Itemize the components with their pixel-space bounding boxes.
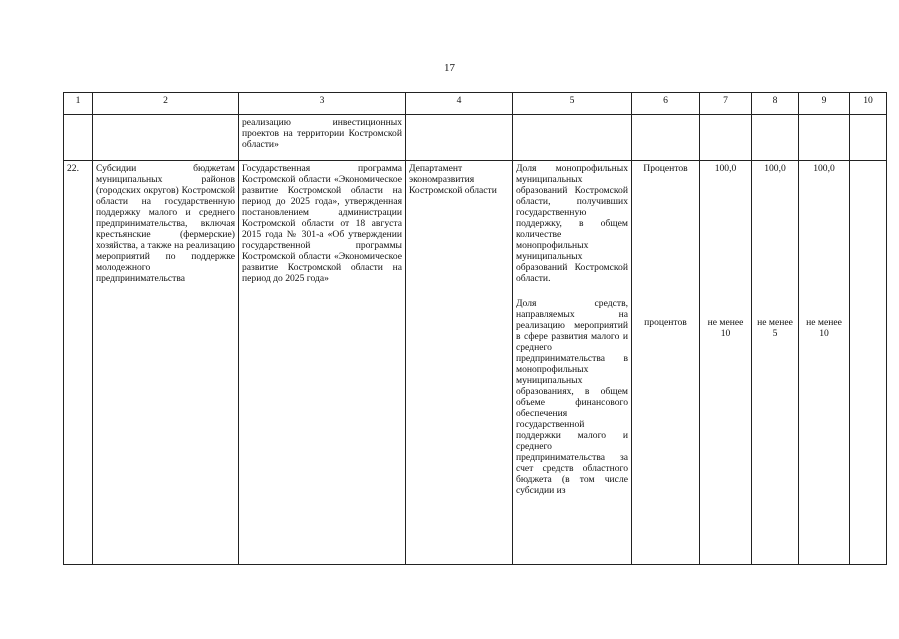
header-col-4: 4 (406, 93, 513, 115)
row-number: 22. (64, 161, 93, 565)
header-col-3: 3 (239, 93, 406, 115)
header-col-9: 9 (799, 93, 850, 115)
unit-2: процентов (644, 317, 687, 328)
header-col-10: 10 (850, 93, 887, 115)
header-col-1: 1 (64, 93, 93, 115)
header-col-2: 2 (93, 93, 239, 115)
indicators-cell (513, 161, 632, 565)
value-7-2: не менее 10 (707, 317, 744, 339)
header-col-7: 7 (700, 93, 752, 115)
header-col-5: 5 (513, 93, 632, 115)
value-9-1: 100,0 (813, 163, 835, 174)
page-number: 17 (444, 62, 455, 74)
value-9-2: не менее 10 (806, 317, 842, 339)
header-col-8: 8 (752, 93, 799, 115)
value-7-1: 100,0 (714, 163, 737, 174)
indicator-1: Доля монопрофильных муниципальных образований Костромской области, получивших государственную поддержку, в общем количестве монопрофильных муниципальных образований Костромской области. (516, 163, 628, 284)
value-8-1: 100,0 (764, 163, 786, 174)
value-col-8 (752, 161, 799, 565)
value-col-9 (799, 161, 850, 565)
table-row (64, 161, 887, 565)
unit-cell (632, 161, 700, 565)
unit-1: Процентов (643, 163, 688, 174)
continuation-row (64, 115, 887, 161)
value-8-2: не менее 5 (757, 317, 793, 339)
value-col-10 (850, 161, 887, 565)
indicator-2: Доля средств, направляемых на реализацию мероприятий в сфере развития малого и среднего предпринимательства в монопрофильных муниципальных образованиях, в общем объеме финансового обеспечения государственной поддержки малого и среднего предпринимательства за счет средств областного бюджета (в том числе субсидии из (516, 298, 628, 496)
continuation-program-text: реализацию инвестиционных проектов на территории Костромской области» (239, 115, 406, 161)
header-row (64, 93, 887, 115)
program-name: Государственная программа Костромской области «Экономическое развитие Костромской области на период до 2025 года», утвержденная постановлением администрации Костромской области от 18 августа 2015 года № 301-а «Об утверждении государственной программы Костромской области «Экономическое развитие Костромской области на период до 2025 года» (239, 161, 406, 565)
department-name: Департамент экономразвития Костромской области (406, 161, 513, 565)
value-col-7 (700, 161, 752, 565)
indicators-table (63, 92, 887, 565)
subsidy-name: Субсидии бюджетам муниципальных районов (городских округов) Костромской области на государственную поддержку малого и среднего предпринимательства, включая крестьянские (фермерские) хозяйства, а также на реализацию мероприятий по поддержке молодежного предпринимательства (93, 161, 239, 565)
header-col-6: 6 (632, 93, 700, 115)
